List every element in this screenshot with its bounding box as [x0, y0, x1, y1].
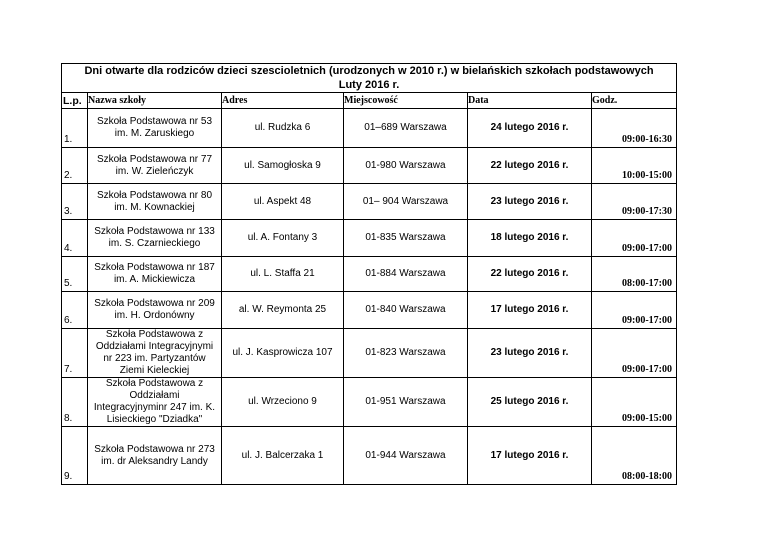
row-number: 1.: [62, 109, 88, 148]
open-hours: 09:00-16:30: [592, 109, 677, 148]
table-row: [62, 427, 677, 485]
school-address: ul. L. Staffa 21: [222, 257, 344, 292]
open-day-date: 23 lutego 2016 r.: [468, 184, 592, 220]
open-hours: 08:00-18:00: [592, 427, 677, 485]
school-name: Szkoła Podstawowa nr 53 im. M. Zaruskiego: [88, 109, 222, 148]
title-line-1: Dni otwarte dla rodziców dzieci szescioletnich (urodzonych w 2010 r.) w bielańskich szkołach podstawowych: [84, 65, 654, 77]
table-row: [62, 378, 677, 427]
school-city: 01-980 Warszawa: [344, 148, 468, 184]
school-address: ul. J. Balcerzaka 1: [222, 427, 344, 485]
school-name: Szkoła Podstawowa nr 80 im. M. Kownackiej: [88, 184, 222, 220]
title-row: [62, 64, 677, 93]
school-city: 01-944 Warszawa: [344, 427, 468, 485]
school-name: Szkoła Podstawowa nr 209 im. H. Ordonówny: [88, 292, 222, 329]
header-lp: L.p.: [62, 93, 88, 109]
table-row: [62, 257, 677, 292]
title-line-2: Luty 2016 r.: [338, 79, 400, 91]
school-name: Szkoła Podstawowa nr 187 im. A. Mickiewicza: [88, 257, 222, 292]
row-number: 6.: [62, 292, 88, 329]
row-number: 3.: [62, 184, 88, 220]
open-day-date: 24 lutego 2016 r.: [468, 109, 592, 148]
school-address: ul. Samogłoska 9: [222, 148, 344, 184]
header-address: Adres: [222, 93, 344, 109]
open-day-date: 23 lutego 2016 r.: [468, 329, 592, 378]
table-body: [62, 109, 677, 485]
open-hours: 08:00-17:00: [592, 257, 677, 292]
open-day-date: 17 lutego 2016 r.: [468, 292, 592, 329]
school-city: 01– 904 Warszawa: [344, 184, 468, 220]
header-city: Miejscowość: [344, 93, 468, 109]
schedule-table: [61, 63, 677, 485]
row-number: 7.: [62, 329, 88, 378]
school-address: ul. A. Fontany 3: [222, 220, 344, 257]
school-city: 01-884 Warszawa: [344, 257, 468, 292]
school-address: ul. J. Kasprowicza 107: [222, 329, 344, 378]
row-number: 5.: [62, 257, 88, 292]
school-name: Szkoła Podstawowa z Oddziałami Integracyjnyminr 247 im. K. Lisieckiego "Dziadka": [88, 378, 222, 427]
open-hours: 09:00-15:00: [592, 378, 677, 427]
open-day-date: 17 lutego 2016 r.: [468, 427, 592, 485]
table-row: [62, 109, 677, 148]
school-address: al. W. Reymonta 25: [222, 292, 344, 329]
table-title: [62, 64, 677, 93]
school-name: Szkoła Podstawowa z Oddziałami Integracyjnymi nr 223 im. Partyzantów Ziemi Kieleckiej: [88, 329, 222, 378]
school-address: ul. Aspekt 48: [222, 184, 344, 220]
header-name: Nazwa szkoły: [88, 93, 222, 109]
header-row: [62, 93, 677, 109]
school-name: Szkoła Podstawowa nr 273 im. dr Aleksandry Landy: [88, 427, 222, 485]
table-row: [62, 292, 677, 329]
row-number: 9.: [62, 427, 88, 485]
open-hours: 09:00-17:00: [592, 329, 677, 378]
table-row: [62, 148, 677, 184]
row-number: 4.: [62, 220, 88, 257]
open-day-date: 18 lutego 2016 r.: [468, 220, 592, 257]
header-date: Data: [468, 93, 592, 109]
table-row: [62, 220, 677, 257]
school-name: Szkoła Podstawowa nr 77 im. W. Zieleńczyk: [88, 148, 222, 184]
open-hours: 09:00-17:00: [592, 292, 677, 329]
row-number: 8.: [62, 378, 88, 427]
table-row: [62, 329, 677, 378]
open-hours: 10:00-15:00: [592, 148, 677, 184]
school-city: 01-840 Warszawa: [344, 292, 468, 329]
school-city: 01–689 Warszawa: [344, 109, 468, 148]
table-row: [62, 184, 677, 220]
header-hours: Godz.: [592, 93, 677, 109]
open-day-date: 22 lutego 2016 r.: [468, 148, 592, 184]
school-address: ul. Wrzeciono 9: [222, 378, 344, 427]
row-number: 2.: [62, 148, 88, 184]
open-hours: 09:00-17:30: [592, 184, 677, 220]
school-name: Szkoła Podstawowa nr 133 im. S. Czarnieckiego: [88, 220, 222, 257]
school-city: 01-823 Warszawa: [344, 329, 468, 378]
school-city: 01-951 Warszawa: [344, 378, 468, 427]
open-day-date: 25 lutego 2016 r.: [468, 378, 592, 427]
school-address: ul. Rudzka 6: [222, 109, 344, 148]
open-hours: 09:00-17:00: [592, 220, 677, 257]
open-day-date: 22 lutego 2016 r.: [468, 257, 592, 292]
school-city: 01-835 Warszawa: [344, 220, 468, 257]
